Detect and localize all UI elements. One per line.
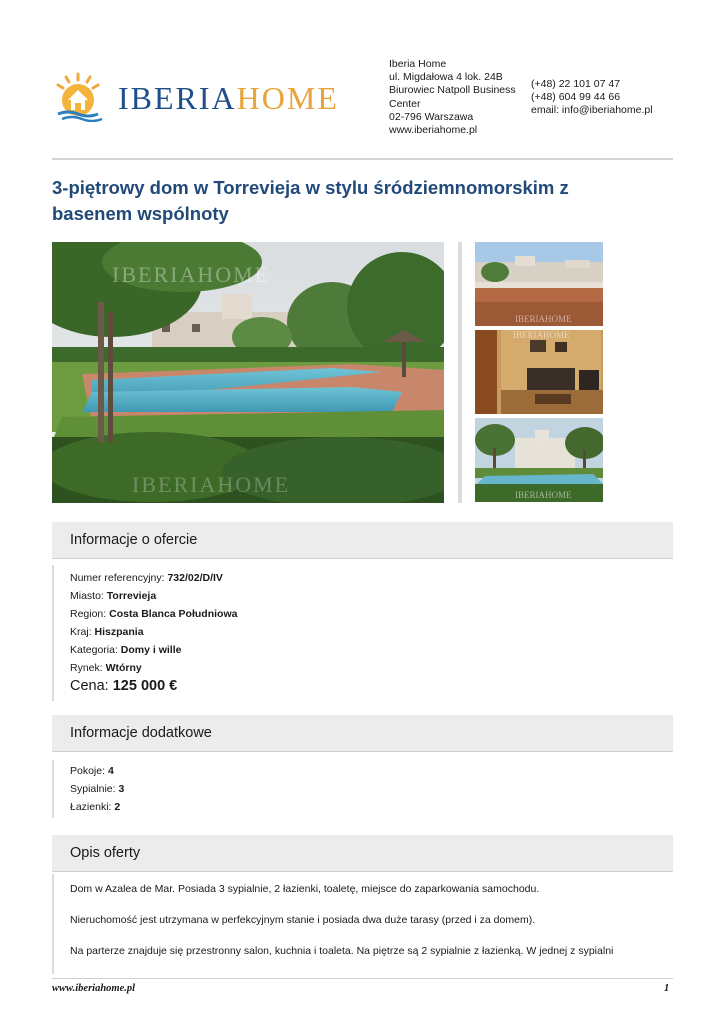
address-street: ul. Migdałowa 4 lok. 24B — [389, 71, 503, 84]
city-row — [70, 590, 156, 602]
pool-trees-photo — [475, 418, 603, 502]
logo-text-main: IBERIA — [118, 80, 237, 116]
bathrooms-row — [70, 801, 120, 813]
thumbnail-pool-trees[interactable] — [475, 418, 603, 502]
bathrooms-label: Łazienki: — [70, 801, 115, 813]
thumbnail-rooftop-terrace[interactable] — [475, 242, 603, 326]
region-value: Costa Blanca Południowa — [109, 608, 238, 620]
section-offer-info-title: Informacje o ofercie — [70, 532, 198, 548]
section-description-title: Opis oferty — [70, 845, 141, 861]
bedrooms-label: Sypialnie: — [70, 783, 119, 795]
price-row — [70, 678, 177, 694]
main-photo-pool-garden[interactable] — [52, 242, 444, 503]
pool-garden-photo — [52, 242, 444, 503]
rooms-row — [70, 765, 114, 777]
thumb-watermark-2: IBERIAHOME — [513, 330, 570, 340]
listing-title-line-1: 3-piętrowy dom w Torrevieja w stylu śródziemnomorskim z — [52, 177, 569, 198]
photo-watermark-lower: IBERIAHOME — [132, 472, 291, 497]
ref-number-label: Numer referencyjny: — [70, 572, 168, 584]
section-description-header — [52, 835, 673, 872]
price-label: Cena: — [70, 678, 113, 694]
email-link[interactable]: email: info@iberiahome.pl — [531, 104, 653, 117]
contact-info — [531, 78, 653, 118]
sun-house-icon — [54, 72, 114, 122]
section-additional-info-header — [52, 715, 673, 752]
website-link[interactable]: www.iberiahome.pl — [389, 124, 478, 137]
rooms-value: 4 — [107, 765, 114, 777]
section-additional-info-title: Informacje dodatkowe — [70, 725, 212, 741]
phone-1[interactable]: (+48) 22 101 07 47 — [531, 78, 621, 90]
company-address — [389, 58, 529, 137]
logo-wordmark — [118, 80, 339, 117]
city-label: Miasto: — [70, 590, 107, 602]
city-value: Torrevieja — [106, 590, 157, 602]
logo-text-accent: HOME — [236, 80, 339, 116]
bedrooms-row — [70, 783, 124, 795]
photo-watermark: IBERIAHOME — [112, 262, 271, 287]
page-header — [0, 0, 725, 160]
section-offer-info-header — [52, 522, 673, 559]
description-paragraph-2: Nieruchomość jest utrzymana w perfekcyjnym stanie i posiada dwa duże tarasy (przed i za domem). — [70, 914, 536, 926]
market-value: Wtórny — [105, 662, 142, 674]
offer-info-details — [52, 565, 673, 701]
header-divider — [52, 158, 673, 160]
ref-number-value: 732/02/D/IV — [167, 572, 223, 584]
bedrooms-value: 3 — [118, 783, 125, 795]
rooftop-terrace-photo — [475, 242, 603, 326]
living-room-photo — [475, 330, 603, 414]
region-row — [70, 608, 237, 620]
market-label: Rynek: — [70, 662, 106, 674]
thumb-watermark: IBERIAHOME — [515, 314, 572, 324]
phone-2[interactable]: (+48) 604 99 44 66 — [531, 91, 621, 104]
market-row — [70, 662, 142, 674]
listing-title — [52, 175, 672, 227]
rooms-label: Pokoje: — [70, 765, 108, 777]
listing-title-line-2: basenem wspólnoty — [52, 203, 229, 224]
address-building-cont: Center — [389, 97, 421, 110]
country-row — [70, 626, 144, 638]
iberiahome-logo[interactable] — [54, 72, 354, 122]
description-body — [52, 874, 673, 974]
photo-gallery — [52, 242, 612, 504]
thumb-watermark-3: IBERIAHOME — [515, 490, 572, 500]
gallery-divider — [458, 242, 462, 503]
address-building: Biurowiec Natpoll Business — [389, 84, 516, 97]
address-city: 02-796 Warszawa — [389, 110, 474, 123]
page-number: 1 — [664, 983, 670, 994]
category-value: Domy i wille — [120, 644, 182, 656]
thumbnail-living-room[interactable] — [475, 330, 603, 414]
category-row — [70, 644, 181, 656]
description-paragraph-1: Dom w Azalea de Mar. Posiada 3 sypialnie, 2 łazienki, toaletę, miejsce do zaparkowania samochodu. — [70, 883, 540, 895]
category-label: Kategoria: — [70, 644, 121, 656]
price-value: 125 000 € — [112, 678, 178, 694]
description-paragraph-3: Na parterze znajduje się przestronny salon, kuchnia i toaleta. Na piętrze są 2 sypialnie z łazienką. W jednej z sypialni — [70, 945, 614, 957]
footer-divider — [52, 978, 673, 979]
country-value: Hiszpania — [94, 626, 144, 638]
footer-website[interactable]: www.iberiahome.pl — [52, 983, 136, 994]
company-name: Iberia Home — [389, 58, 447, 70]
bathrooms-value: 2 — [114, 801, 121, 813]
ref-number-row — [70, 572, 223, 584]
country-label: Kraj: — [70, 626, 95, 638]
region-label: Region: — [70, 608, 110, 620]
additional-info-details — [52, 760, 673, 818]
